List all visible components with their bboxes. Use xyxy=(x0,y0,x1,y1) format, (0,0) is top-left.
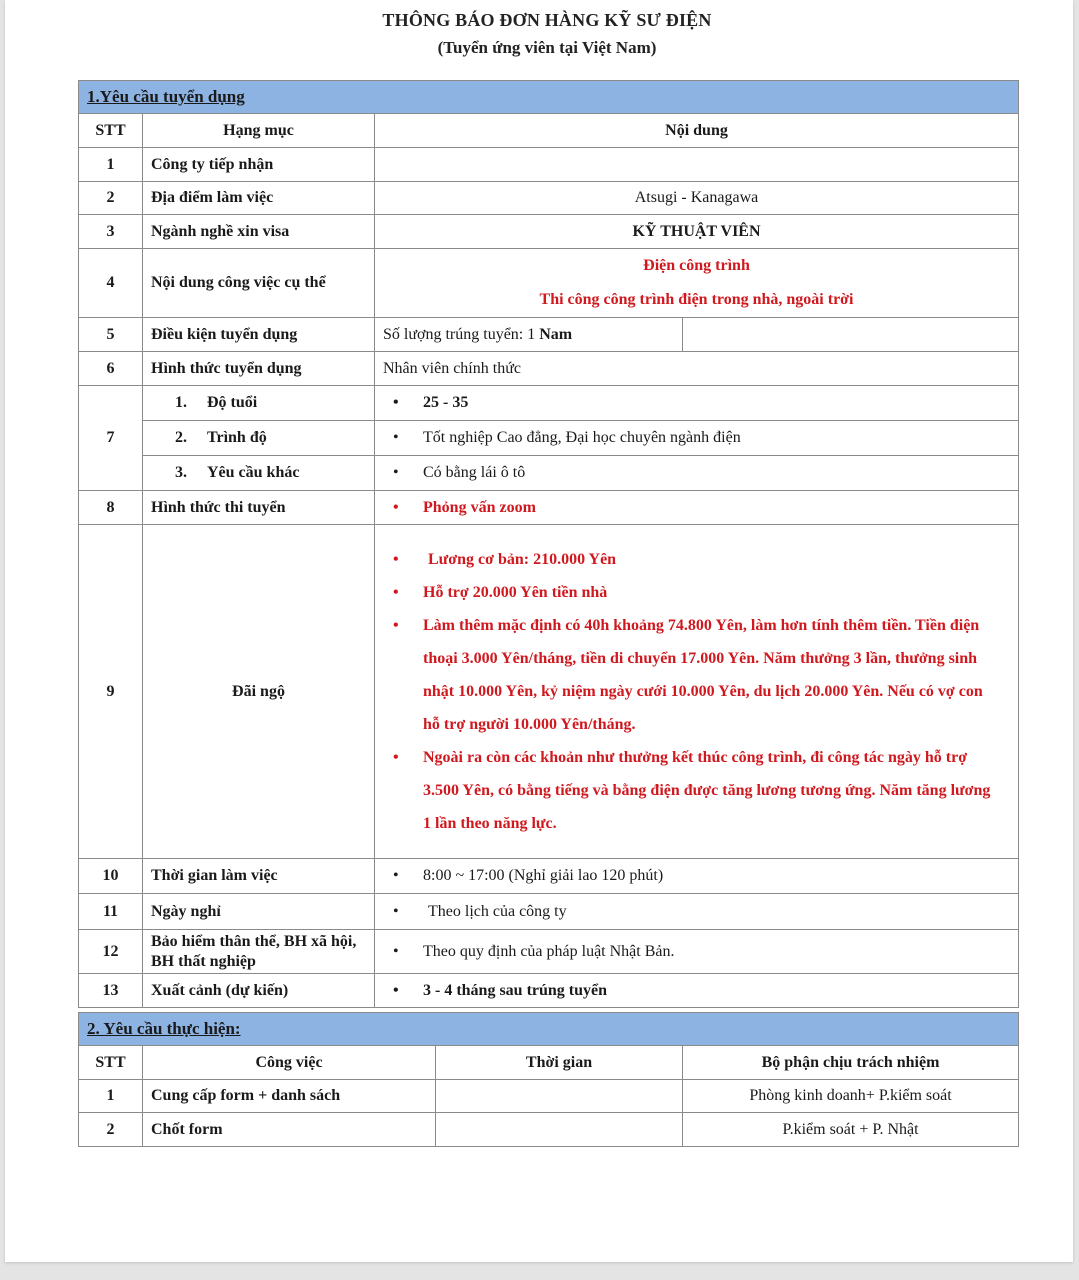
row-time xyxy=(436,1080,683,1113)
row-content xyxy=(375,421,1019,456)
section1-heading: 1.Yêu cầu tuyển dụng xyxy=(87,87,245,106)
row-content xyxy=(375,386,1019,421)
bullet-item: • 25 - 35 xyxy=(423,394,1010,412)
row-number: 11 xyxy=(79,894,143,930)
section2-column-header-row xyxy=(79,1046,1019,1080)
row-number: 6 xyxy=(79,352,143,386)
subitem-label: Trình độ xyxy=(207,429,267,446)
row-content xyxy=(375,859,1019,894)
table-row xyxy=(79,456,1019,491)
column-header-item: Hạng mục xyxy=(143,114,375,148)
table-row xyxy=(79,148,1019,182)
row-content xyxy=(375,525,1019,859)
table-row xyxy=(79,318,1019,352)
section1-header-row xyxy=(79,81,1019,114)
subitem-label: Yêu cầu khác xyxy=(207,464,300,481)
job-content-line: Điện công trình xyxy=(643,257,750,274)
table-row xyxy=(79,859,1019,894)
row-content xyxy=(375,894,1019,930)
row-number: 9 xyxy=(79,525,143,859)
row-content xyxy=(375,148,1019,182)
table-row xyxy=(79,215,1019,249)
row-content-extra xyxy=(683,318,1019,352)
quantity-label: Số lượng trúng tuyển: 1 xyxy=(383,325,540,343)
table-row xyxy=(79,386,1019,421)
row-number: 4 xyxy=(79,249,143,318)
row-time xyxy=(436,1113,683,1147)
row-content xyxy=(375,930,1019,974)
row-content xyxy=(375,456,1019,491)
row-item: Điều kiện tuyển dụng xyxy=(143,318,375,352)
row-content: KỸ THUẬT VIÊN xyxy=(375,215,1019,249)
row-number: 1 xyxy=(79,1080,143,1113)
row-content xyxy=(375,491,1019,525)
row-number: 1 xyxy=(79,148,143,182)
document-subtitle: (Tuyển ứng viên tại Việt Nam) xyxy=(437,38,657,57)
row-item: Địa điểm làm việc xyxy=(143,182,375,215)
bullet-item: • Tốt nghiệp Cao đẳng, Đại học chuyên ngành điện xyxy=(423,429,1010,447)
benefit-item: • Ngoài ra còn các khoản như thưởng kết thúc công trình, đi công tác ngày hỗ trợ 3.500 Yên, có bằng tiếng và bằng điện được tăng lương tương ứng. Năm tăng lương 1 lần theo năng lực. xyxy=(423,741,998,840)
row-number: 3 xyxy=(79,215,143,249)
row-content xyxy=(375,318,683,352)
row-department: P.kiểm soát + P. Nhật xyxy=(683,1113,1019,1147)
row-item: Xuất cảnh (dự kiến) xyxy=(143,974,375,1008)
section2-header-row xyxy=(79,1013,1019,1046)
row-number: 8 xyxy=(79,491,143,525)
table-row xyxy=(79,249,1019,318)
job-content-line: Thi công công trình điện trong nhà, ngoài trời xyxy=(539,291,854,308)
row-item: Đãi ngộ xyxy=(143,525,375,859)
row-content: Atsugi - Kanagawa xyxy=(375,182,1019,215)
document-title: THÔNG BÁO ĐƠN HÀNG KỸ SƯ ĐIỆN xyxy=(382,10,712,30)
table-row xyxy=(79,421,1019,456)
row-subitem xyxy=(143,386,375,421)
column-header-content: Nội dung xyxy=(375,114,1019,148)
row-item: Hình thức tuyển dụng xyxy=(143,352,375,386)
table-row xyxy=(79,182,1019,215)
column-header-stt: STT xyxy=(79,114,143,148)
column-header-department: Bộ phận chịu trách nhiệm xyxy=(683,1046,1019,1080)
bullet-item: • Theo lịch của công ty xyxy=(423,903,1010,921)
row-number: 12 xyxy=(79,930,143,974)
benefit-item: • Làm thêm mặc định có 40h khoảng 74.800 Yên, làm hơn tính thêm tiền. Tiền điện thoại 3.000 Yên/tháng, tiền di chuyển 17.000 Yên. Năm thưởng 3 lần, thưởng sinh nhật 10.000 Yên, kỷ niệm ngày cưới 10.000 Yên, du lịch 20.000 Yên. Nếu có vợ con hỗ trợ người 10.000 Yên/tháng. xyxy=(423,609,998,741)
table-row xyxy=(79,894,1019,930)
row-number: 2 xyxy=(79,1113,143,1147)
table-row xyxy=(79,1113,1019,1147)
row-subitem xyxy=(143,456,375,491)
row-number: 2 xyxy=(79,182,143,215)
benefit-item: • Hỗ trợ 20.000 Yên tiền nhà xyxy=(423,576,998,609)
column-header-time: Thời gian xyxy=(436,1046,683,1080)
table-row xyxy=(79,974,1019,1008)
row-item: Thời gian làm việc xyxy=(143,859,375,894)
subitem-number: 3. xyxy=(175,464,187,481)
table-row xyxy=(79,491,1019,525)
row-item: Ngành nghề xin visa xyxy=(143,215,375,249)
row-number: 10 xyxy=(79,859,143,894)
benefit-item: • Lương cơ bản: 210.000 Yên xyxy=(423,543,998,576)
recruitment-requirements-table xyxy=(78,80,1019,1008)
row-subitem xyxy=(143,421,375,456)
benefits-list xyxy=(383,543,998,840)
implementation-table xyxy=(78,1012,1019,1147)
row-content xyxy=(375,249,1019,318)
row-item: Ngày nghỉ xyxy=(143,894,375,930)
row-number: 7 xyxy=(79,386,143,491)
bullet-item: • Theo quy định của pháp luật Nhật Bản. xyxy=(423,943,1010,961)
subitem-number: 1. xyxy=(175,394,187,411)
bullet-item: • 3 - 4 tháng sau trúng tuyển xyxy=(423,982,1010,1000)
row-number: 13 xyxy=(79,974,143,1008)
row-item: Nội dung công việc cụ thể xyxy=(143,249,375,318)
bullet-item: • Có bằng lái ô tô xyxy=(423,464,1010,482)
row-content: Nhân viên chính thức xyxy=(375,352,1019,386)
column-header-task: Công việc xyxy=(143,1046,436,1080)
gender-value: Nam xyxy=(539,325,573,343)
column-header-stt: STT xyxy=(79,1046,143,1080)
row-item: Bảo hiểm thân thể, BH xã hội, BH thất nghiệp xyxy=(143,930,375,974)
subitem-number: 2. xyxy=(175,429,187,446)
row-item: Công ty tiếp nhận xyxy=(143,148,375,182)
row-content xyxy=(375,974,1019,1008)
row-item: Hình thức thi tuyển xyxy=(143,491,375,525)
row-number: 5 xyxy=(79,318,143,352)
subitem-label: Độ tuổi xyxy=(207,394,258,411)
table-row xyxy=(79,1080,1019,1113)
table-row xyxy=(79,525,1019,859)
bullet-item: • Phỏng vấn zoom xyxy=(423,499,1010,517)
section1-column-header-row xyxy=(79,114,1019,148)
table-row xyxy=(79,352,1019,386)
bullet-item: • 8:00 ~ 17:00 (Nghỉ giải lao 120 phút) xyxy=(423,867,1010,885)
row-task: Chốt form xyxy=(143,1113,436,1147)
row-department: Phòng kinh doanh+ P.kiểm soát xyxy=(683,1080,1019,1113)
row-task: Cung cấp form + danh sách xyxy=(143,1080,436,1113)
table-row xyxy=(79,930,1019,974)
section2-heading: 2. Yêu cầu thực hiện: xyxy=(87,1019,241,1038)
